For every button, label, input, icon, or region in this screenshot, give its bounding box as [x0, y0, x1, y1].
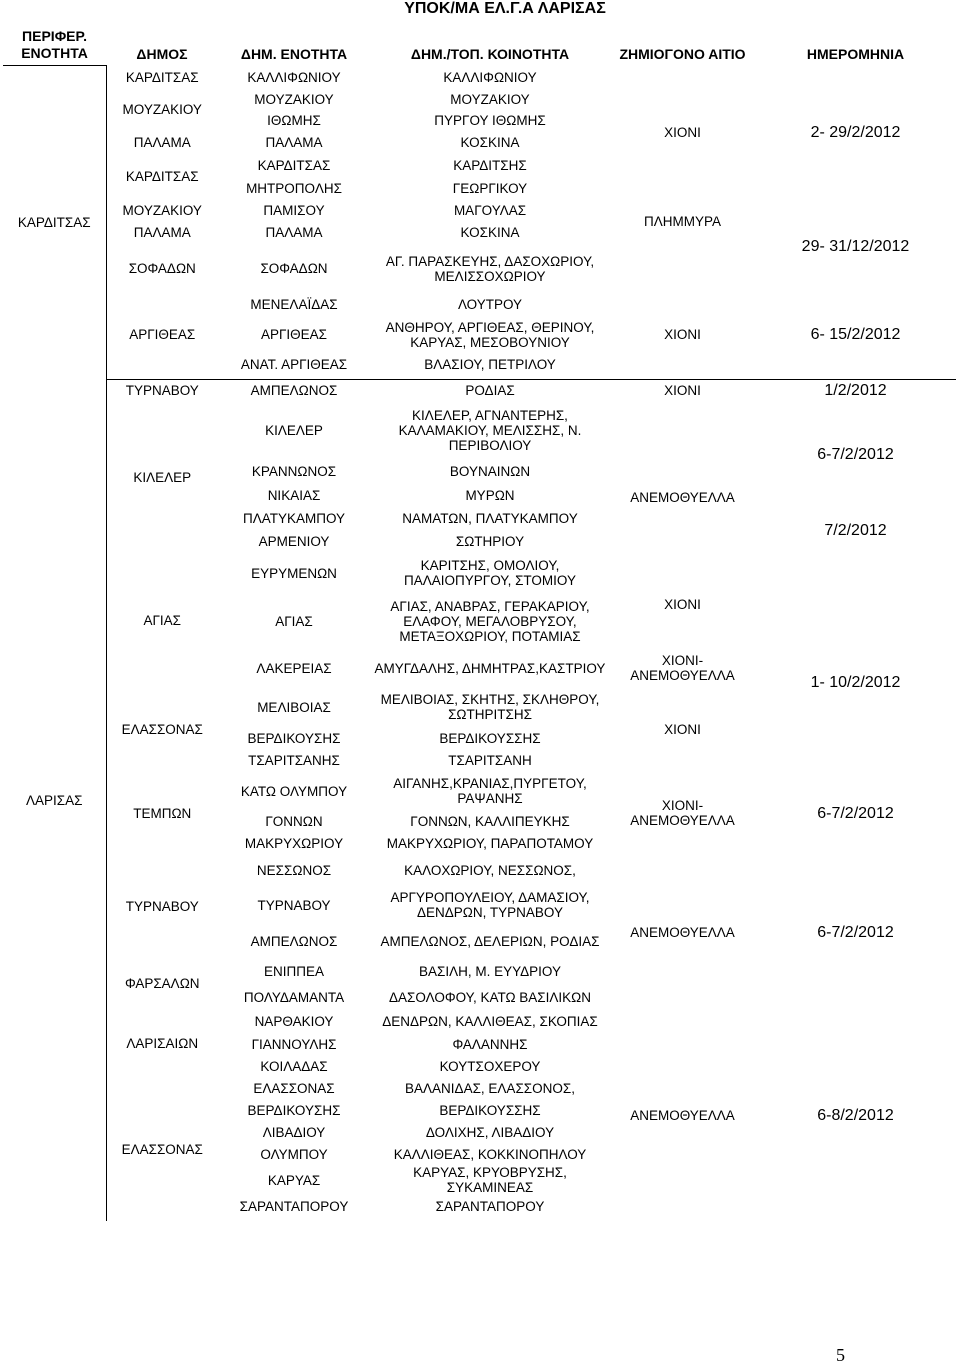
unit-cell: ΜΕΛΙΒΟΙΑΣ — [257, 699, 331, 715]
unit-cell: ΠΑΛΑΜΑ — [265, 225, 323, 240]
table-row — [3, 855, 956, 885]
unit-cell: ΜΟΥΖΑΚΙΟΥ — [254, 91, 334, 107]
cause-cell: ΑΝΕΜΟΘΥΕΛΛΑ — [630, 489, 735, 505]
municipality-cell: ΦΑΡΣΑΛΩΝ — [124, 975, 200, 991]
unit-cell: ΚΑΡΔΙΤΣΑΣ — [257, 158, 331, 173]
community-cell: ΚΑΡΙΤΣΗΣ, ΟΜΟΛΙΟΥ, ΠΑΛΑΙΟΠΥΡΓΟΥ, ΣΤΟΜΙΟΥ — [404, 558, 576, 588]
community-cell: ΣΑΡΑΝΤΑΠΟΡΟΥ — [435, 1198, 545, 1214]
community-cell: ΤΣΑΡΙΤΣΑΝΗ — [448, 752, 532, 768]
date-cell: 6- 15/2/2012 — [810, 326, 901, 343]
community-cell: ΓΟΝΝΩΝ, ΚΑΛΛΙΠΕΥΚΗΣ — [410, 813, 570, 829]
header-row — [3, 16, 956, 66]
date-cell: 29- 31/12/2012 — [801, 238, 910, 255]
table-row — [3, 401, 956, 459]
table-row — [3, 379, 956, 401]
table-row — [3, 200, 956, 222]
community-cell: ΚΑΛΟΧΩΡΙΟΥ, ΝΕΣΣΩΝΟΣ, — [404, 862, 576, 878]
community-cell: ΔΑΣΟΛΟΦΟΥ, ΚΑΤΩ ΒΑΣΙΛΙΚΩΝ — [388, 989, 592, 1005]
unit-cell: ΑΓΙΑΣ — [275, 613, 313, 629]
unit-cell: ΣΟΦΑΔΩΝ — [260, 261, 328, 276]
unit-cell: ΚΡΑΝΝΩΝΟΣ — [251, 464, 337, 479]
unit-cell: ΠΛΑΤΥΚΑΜΠΟΥ — [242, 511, 346, 526]
community-cell: ΚΑΡΔΙΤΣΗΣ — [453, 158, 527, 173]
municipality-cell: ΠΑΛΑΜΑ — [133, 134, 191, 150]
community-cell: ΚΑΛΛΙΘΕΑΣ, ΚΟΚΚΙΝΟΠΗΛΟΥ — [393, 1146, 587, 1162]
community-cell: ΒΑΣΙΛΗ, Μ. ΕΥΥΔΡΙΟΥ — [419, 963, 561, 979]
community-cell: ΑΙΓΑΝΗΣ,ΚΡΑΝΙΑΣ,ΠΥΡΓΕΤΟΥ, ΡΑΨΑΝΗΣ — [393, 776, 587, 806]
community-cell: ΓΕΩΡΓΙΚΟΥ — [452, 181, 528, 196]
date-cell: 1- 10/2/2012 — [810, 673, 901, 691]
community-cell: ΑΓ. ΠΑΡΑΣΚΕΥΗΣ, ΔΑΣΟΧΩΡΙΟΥ, ΜΕΛΙΣΣΟΧΩΡΙΟΥ — [385, 253, 595, 284]
unit-cell: ΚΑΤΩ ΟΛΥΜΠΟΥ — [240, 783, 348, 799]
unit-cell: ΟΛΥΜΠΟΥ — [260, 1146, 328, 1162]
unit-cell: ΚΟΙΛΑΔΑΣ — [260, 1058, 328, 1074]
date-cell: 6-8/2/2012 — [817, 1106, 894, 1124]
cause-cell: ΧΙΟΝΙ — [664, 597, 701, 612]
unit-cell: ΛΙΒΑΔΙΟΥ — [262, 1124, 326, 1140]
community-cell: ΝΑΜΑΤΩΝ, ΠΛΑΤΥΚΑΜΠΟΥ — [402, 511, 578, 526]
unit-cell: ΝΙΚΑΙΑΣ — [267, 488, 321, 503]
community-cell: ΜΕΛΙΒΟΙΑΣ, ΣΚΗΤΗΣ, ΣΚΛΗΘΡΟΥ, ΣΩΤΗΡΙΤΣΗΣ — [380, 692, 600, 722]
unit-cell: ΑΜΠΕΛΩΝΟΣ — [250, 933, 338, 949]
municipality-cell: ΑΡΓΙΘΕΑΣ — [129, 327, 196, 342]
header-municipality: ΔΗΜΟΣ — [136, 45, 188, 62]
community-cell: ΒΟΥΝΑΙΝΩΝ — [449, 464, 531, 479]
table-row — [3, 1009, 956, 1033]
cause-cell: ΑΝΕΜΟΘΥΕΛΛΑ — [630, 1107, 735, 1123]
table-row — [3, 771, 956, 811]
municipality-cell: ΣΟΦΑΔΩΝ — [128, 261, 196, 276]
table-row — [3, 66, 956, 89]
community-cell: ΒΕΡΔΙΚΟΥΣΣΗΣ — [439, 1102, 541, 1118]
unit-cell: ΚΑΛΛΙΦΩΝΙΟΥ — [247, 69, 341, 85]
community-cell: ΚΑΡΥΑΣ, ΚΡΥΟΒΡΥΣΗΣ, ΣΥΚΑΜΙΝΕΑΣ — [413, 1165, 567, 1195]
community-cell: ΛΟΥΤΡΟΥ — [457, 297, 523, 312]
unit-cell: ΤΥΡΝΑΒΟΥ — [257, 897, 331, 913]
community-cell: ΒΑΛΑΝΙΔΑΣ, ΕΛΑΣΣΟΝΟΣ, — [405, 1080, 575, 1096]
unit-cell: ΠΑΜΙΣΟΥ — [263, 203, 325, 218]
table-row — [3, 294, 956, 316]
unit-cell: ΕΝΙΠΠΕΑ — [263, 963, 324, 979]
cause-cell: ΠΛΗΜΜΥΡΑ — [643, 214, 722, 229]
damage-table — [3, 16, 956, 1221]
date-cell: 6-7/2/2012 — [817, 923, 894, 941]
community-cell: ΑΝΘΗΡΟΥ, ΑΡΓΙΘΕΑΣ, ΘΕΡΙΝΟΥ, ΚΑΡΥΑΣ, ΜΕΣΟΒΟΥΝΙΟΥ — [385, 319, 595, 350]
unit-cell: ΜΗΤΡΟΠΟΛΗΣ — [246, 181, 342, 196]
unit-cell: ΑΡΜΕΝΙΟΥ — [258, 534, 330, 549]
municipality-cell: ΤΕΜΠΩΝ — [133, 805, 192, 821]
date-cell: 7/2/2012 — [824, 521, 887, 539]
unit-cell: ΑΡΓΙΘΕΑΣ — [260, 327, 328, 342]
unit-cell: ΣΑΡΑΝΤΑΠΟΡΟΥ — [239, 1198, 349, 1214]
municipality-cell: ΕΛΑΣΣΟΝΑΣ — [121, 721, 203, 737]
header-date: ΗΜΕΡΟΜΗΝΙΑ — [806, 45, 905, 62]
community-cell: ΚΑΛΛΙΦΩΝΙΟΥ — [443, 69, 537, 85]
date-cell: 2- 29/2/2012 — [810, 124, 901, 141]
municipality-cell: ΚΙΛΕΛΕΡ — [133, 469, 192, 485]
municipality-cell: ΕΛΑΣΣΟΝΑΣ — [121, 1141, 203, 1157]
unit-cell: ΠΑΛΑΜΑ — [265, 134, 323, 150]
community-cell: ΑΓΙΑΣ, ΑΝΑΒΡΑΣ, ΓΕΡΑΚΑΡΙΟΥ, ΕΛΑΦΟΥ, ΜΕΓΑΛΟΒΡΥΣΟΥ, ΜΕΤΑΞΟΧΩΡΙΟΥ, ΠΟΤΑΜΙΑΣ — [390, 598, 590, 644]
cause-cell: ΧΙΟΝΙ — [664, 327, 701, 342]
community-cell: ΜΥΡΩΝ — [465, 488, 515, 503]
cause-cell — [610, 244, 755, 294]
unit-cell: ΙΘΩΜΗΣ — [267, 112, 321, 128]
region-cell: ΛΑΡΙΣΑΣ — [3, 379, 106, 1221]
community-cell: ΔΕΝΔΡΩΝ, ΚΑΛΛΙΘΕΑΣ, ΣΚΟΠΙΑΣ — [382, 1013, 598, 1029]
cause-cell: ΑΝΕΜΟΘΥΕΛΛΑ — [630, 924, 735, 940]
cause-cell: ΧΙΟΝΙ — [664, 125, 701, 140]
header-unit: ΔΗΜ. ΕΝΟΤΗΤΑ — [240, 45, 348, 62]
municipality-cell: ΜΟΥΖΑΚΙΟΥ — [122, 102, 202, 117]
municipality-cell: ΠΑΛΑΜΑ — [133, 225, 191, 240]
community-cell: ΑΜΥΓΔΑΛΗΣ, ΔΗΜΗΤΡΑΣ,ΚΑΣΤΡΙΟΥ — [374, 660, 606, 676]
header-region: ΠΕΡΙΦΕΡ. ΕΝΟΤΗΤΑ — [21, 28, 88, 61]
community-cell: ΚΙΛΕΛΕΡ, ΑΓΝΑΝΤΕΡΗΣ, ΚΑΛΑΜΑΚΙΟΥ, ΜΕΛΙΣΣΗΣ, Ν. ΠΕΡΙΒΟΛΙΟΥ — [398, 407, 582, 453]
community-cell: ΦΑΛΑΝΝΗΣ — [452, 1036, 528, 1052]
municipality-cell: ΤΥΡΝΑΒΟΥ — [125, 382, 199, 398]
community-cell: ΣΩΤΗΡΙΟΥ — [455, 534, 525, 549]
unit-cell: ΚΑΡΥΑΣ — [267, 1172, 321, 1188]
community-cell: ΔΟΛΙΧΗΣ, ΛΙΒΑΔΙΟΥ — [425, 1124, 555, 1140]
unit-cell: ΜΕΝΕΛΑΪΔΑΣ — [250, 297, 338, 312]
unit-cell: ΜΑΚΡΥΧΩΡΙΟΥ — [244, 835, 344, 851]
unit-cell: ΝΕΣΣΩΝΟΣ — [256, 862, 332, 878]
unit-cell: ΓΟΝΝΩΝ — [265, 813, 323, 829]
unit-cell: ΓΙΑΝΝΟΥΛΗΣ — [251, 1036, 337, 1052]
unit-cell: ΒΕΡΔΙΚΟΥΣΗΣ — [247, 730, 341, 746]
community-cell: ΒΕΡΔΙΚΟΥΣΣΗΣ — [439, 730, 541, 746]
unit-cell: ΕΥΡΥΜΕΝΩΝ — [251, 565, 337, 581]
page-number: 5 — [836, 1345, 845, 1365]
date-cell: 6-7/2/2012 — [817, 445, 894, 463]
municipality-cell: ΑΓΙΑΣ — [143, 612, 182, 628]
cause-cell: ΧΙΟΝΙ- ΑΝΕΜΟΘΥΕΛΛΑ — [630, 653, 735, 683]
cause-cell: ΧΙΟΝΙ- ΑΝΕΜΟΘΥΕΛΛΑ — [630, 798, 735, 828]
unit-cell: ΕΛΑΣΣΟΝΑΣ — [253, 1080, 335, 1096]
community-cell: ΜΑΓΟΥΛΑΣ — [453, 203, 527, 218]
document-title: ΥΠΟΚ/ΜΑ ΕΛ.Γ.Α ΛΑΡΙΣΑΣ — [404, 0, 606, 17]
unit-cell: ΑΝΑΤ. ΑΡΓΙΘΕΑΣ — [240, 357, 348, 372]
community-cell: ΜΑΚΡΥΧΩΡΙΟΥ, ΠΑΡΑΠΟΤΑΜΟΥ — [386, 835, 594, 851]
cause-cell: ΧΙΟΝΙ — [664, 382, 701, 398]
community-cell: ΚΟΥΤΣΟΧΕΡΟΥ — [439, 1058, 541, 1074]
community-cell: ΑΡΓΥΡΟΠΟΥΛΕΙΟΥ, ΔΑΜΑΣΙΟΥ, ΔΕΝΔΡΩΝ, ΤΥΡΝΑΒΟΥ — [390, 890, 590, 920]
table-row — [3, 553, 956, 593]
unit-cell: ΛΑΚΕΡΕΙΑΣ — [256, 660, 332, 676]
header-community: ΔΗΜ./ΤΟΠ. ΚΟΙΝΟΤΗΤΑ — [410, 45, 570, 62]
community-cell: ΡΟΔΙΑΣ — [465, 382, 515, 398]
unit-cell: ΤΣΑΡΙΤΣΑΝΗΣ — [248, 752, 340, 768]
community-cell: ΚΟΣΚΙΝΑ — [460, 225, 520, 240]
municipality-cell: ΜΟΥΖΑΚΙΟΥ — [122, 203, 202, 218]
community-cell: ΒΛΑΣΙΟΥ, ΠΕΤΡΙΛΟΥ — [424, 357, 556, 372]
cause-cell: ΧΙΟΝΙ — [664, 721, 701, 737]
community-cell: ΚΟΣΚΙΝΑ — [460, 134, 520, 150]
community-cell: ΜΟΥΖΑΚΙΟΥ — [450, 91, 530, 107]
date-cell: 6-7/2/2012 — [817, 804, 894, 822]
community-cell: ΑΜΠΕΛΩΝΟΣ, ΔΕΛΕΡΙΩΝ, ΡΟΔΙΑΣ — [380, 933, 600, 949]
municipality-cell: ΤΥΡΝΑΒΟΥ — [125, 898, 199, 914]
unit-cell: ΠΟΛΥΔΑΜΑΝΤΑ — [243, 989, 345, 1005]
unit-cell: ΚΙΛΕΛΕΡ — [265, 422, 323, 438]
municipality-cell: ΛΑΡΙΣΑΙΩΝ — [126, 1035, 199, 1051]
date-cell: 1/2/2012 — [824, 381, 887, 399]
municipality-cell: ΚΑΡΔΙΤΣΑΣ — [125, 169, 199, 184]
header-cause: ΖΗΜΙΟΓΟΝΟ ΑΙΤΙΟ — [619, 45, 746, 62]
unit-cell: ΝΑΡΘΑΚΙΟΥ — [254, 1013, 334, 1029]
unit-cell: ΑΜΠΕΛΩΝΟΣ — [250, 382, 338, 398]
unit-cell: ΒΕΡΔΙΚΟΥΣΗΣ — [247, 1102, 341, 1118]
municipality-cell: ΚΑΡΔΙΤΣΑΣ — [125, 69, 199, 85]
region-cell: ΚΑΡΔΙΤΣΑΣ — [3, 66, 106, 380]
community-cell: ΠΥΡΓΟΥ ΙΘΩΜΗΣ — [434, 112, 546, 128]
